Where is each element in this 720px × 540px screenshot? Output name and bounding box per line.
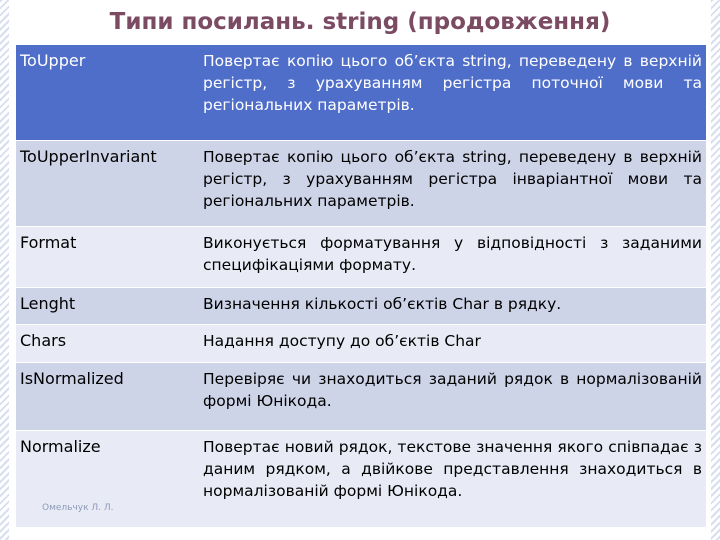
- method-name: ToUpper: [20, 51, 86, 70]
- table-row-lenght: [16, 287, 706, 324]
- table-row-chars: [16, 324, 706, 362]
- method-description: Визначення кількості об’єктів Char в рядку.: [203, 295, 562, 313]
- method-name: Lenght: [20, 294, 76, 313]
- method-name: Chars: [20, 331, 67, 350]
- author-footer: Омельчук Л. Л.: [42, 503, 114, 513]
- left-decorative-stripe: [0, 0, 9, 540]
- method-description: Повертає копію цього об’єкта string, переведену в верхній регістр, з урахуванням регістра поточної мови та регіональних параметрів.: [203, 52, 702, 114]
- method-name: Normalize: [20, 437, 101, 456]
- method-description: Виконується форматування у відповідності з заданими специфікаціями формату.: [203, 234, 702, 274]
- table-row-toupperinvariant: [16, 140, 706, 226]
- methods-table: [15, 43, 707, 528]
- table-row-format: [16, 226, 706, 287]
- method-description: Повертає копію цього об’єкта string, переведену в верхній регістр, з урахуванням регістра інваріантної мови та регіональних параметрів.: [203, 148, 702, 210]
- method-description: Повертає новий рядок, текстове значення якого співпадає з даним рядком, а двійкове представлення знаходиться в нормалізованій формі Юнікода.: [203, 438, 702, 500]
- method-description: Перевіряє чи знаходиться заданий рядок в нормалізованій формі Юнікода.: [203, 370, 702, 410]
- method-name: ToUpperInvariant: [20, 147, 157, 166]
- slide-title: Типи посилань. string (продовження): [109, 9, 611, 35]
- table-row-isnormalized: [16, 362, 706, 430]
- table-row-toupper: [16, 44, 706, 140]
- method-description: Надання доступу до об’єктів Char: [203, 332, 481, 350]
- method-name: Format: [20, 233, 77, 252]
- right-decorative-stripe: [711, 0, 720, 540]
- table-row-normalize: [16, 430, 706, 527]
- method-name: IsNormalized: [20, 369, 124, 388]
